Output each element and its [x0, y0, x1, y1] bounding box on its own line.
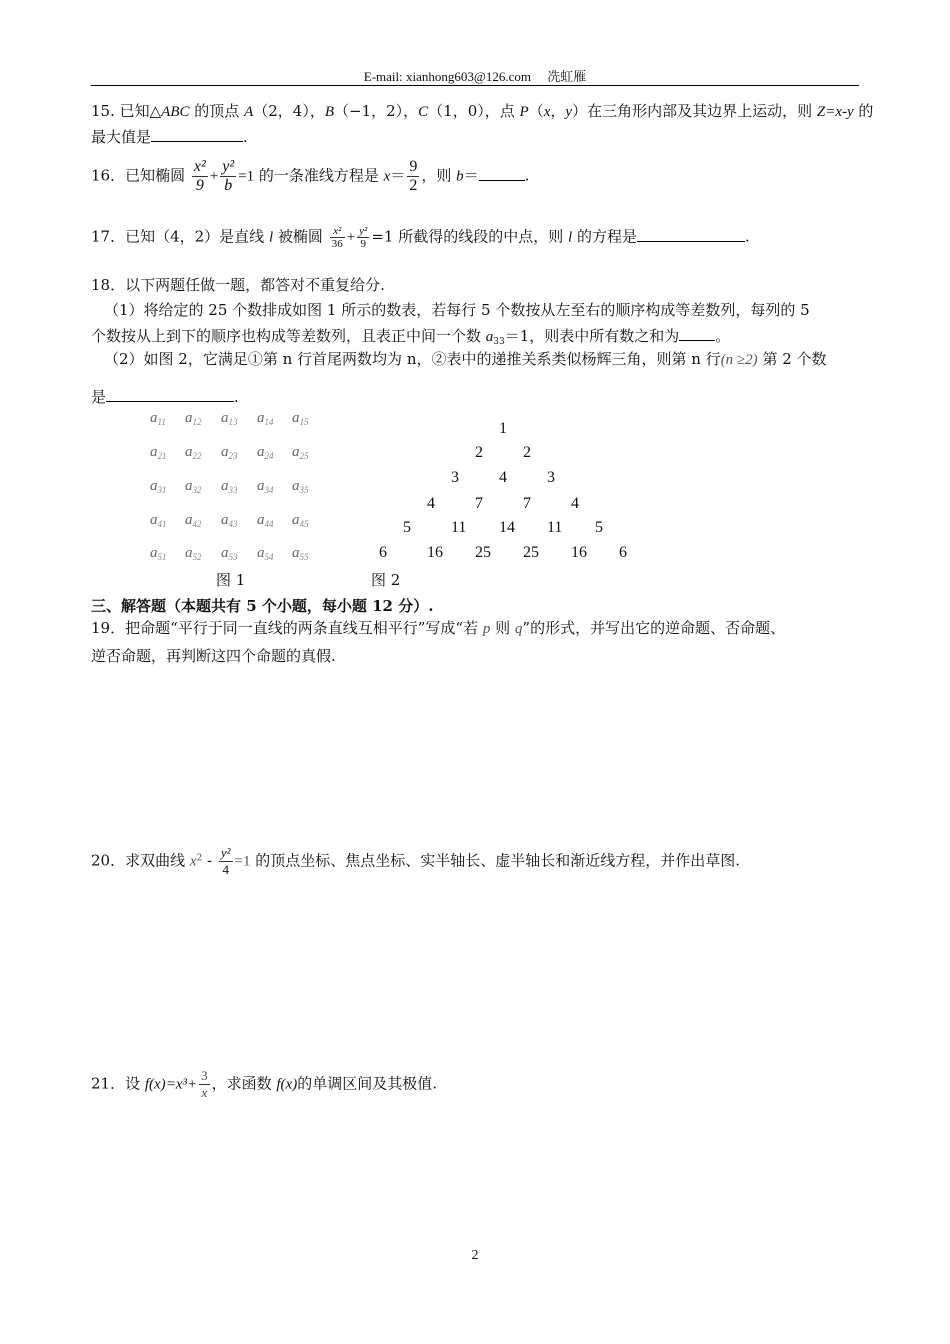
question-16 — [91, 158, 529, 195]
q16-eqsign: ＝ — [390, 166, 406, 185]
q17-text: . — [744, 227, 750, 246]
q16-text: . — [524, 166, 530, 185]
q15-text: ）在三角形内部及其边界上运动，则 — [572, 102, 817, 120]
matrix-entry-symbol: a — [185, 410, 193, 426]
q15-x: x — [543, 104, 551, 120]
q21-fraction-3-x: $\frac{3}{x}$ — [201, 1068, 208, 1100]
q16-eq: =1 — [238, 168, 255, 185]
matrix-entry-a45 — [292, 512, 309, 529]
question-21 — [91, 1068, 437, 1101]
q18-condition: (n ≥2) — [720, 352, 758, 368]
matrix-entry-a54 — [257, 545, 274, 562]
matrix-entry-symbol: a — [221, 444, 229, 460]
matrix-entry-symbol: a — [292, 410, 300, 426]
q15-text: 最大值是 — [91, 128, 152, 146]
q19-text: 则 — [490, 619, 515, 637]
matrix-entry-symbol: a — [292, 478, 300, 494]
triangle-entry-r3-c1: 3 — [451, 469, 459, 486]
q20-x: x — [189, 853, 197, 870]
matrix-entry-a32 — [185, 478, 202, 495]
triangle-entry-r2-c1: 2 — [475, 444, 483, 461]
triangle-entry-r5-c1: 5 — [403, 519, 411, 536]
question-18-part2-line1 — [104, 348, 827, 369]
matrix-entry-subscript: 42 — [192, 519, 202, 529]
answer-blank-17[interactable] — [637, 227, 745, 242]
matrix-entry-a31 — [150, 478, 167, 495]
q21-expression: =x³+ — [165, 1076, 198, 1093]
matrix-entry-a35 — [292, 478, 309, 495]
matrix-entry-subscript: 43 — [228, 519, 238, 529]
matrix-entry-symbol: a — [185, 478, 193, 494]
q15-abc: ABC — [161, 104, 190, 120]
q20-minus: - — [202, 851, 217, 870]
triangle-entry-r5-c3: 14 — [499, 519, 515, 536]
matrix-entry-a41 — [150, 512, 167, 529]
q17-l: l — [568, 229, 573, 246]
matrix-entry-subscript: 51 — [157, 552, 167, 562]
q18-text: 是 — [91, 388, 107, 406]
matrix-entry-a33 — [221, 478, 238, 495]
page-header: E-mail: xianhong603@126.com 冼虹雁 — [363, 69, 587, 84]
section-3-title: 三、解答题（本题共有 5 个小题，每小题 12 分）. — [91, 597, 434, 615]
question-17 — [91, 225, 750, 250]
q18-text: （2）如图 2，它满足①第 n 行首尾两数均为 n，②表中的递推关系类似杨辉三角，则第 n 行 — [104, 350, 721, 368]
answer-blank-18-2[interactable] — [106, 387, 234, 402]
q21-text: ，求函数 — [211, 1074, 277, 1093]
matrix-entry-a24 — [257, 444, 274, 461]
question-18-part1-line2 — [91, 325, 730, 347]
matrix-entry-a22 — [185, 444, 202, 461]
matrix-entry-a21 — [150, 444, 167, 461]
q16-fraction-x2-9: $\frac{\text{x²}}{9}$ — [193, 158, 206, 194]
matrix-entry-subscript: 13 — [228, 417, 238, 427]
q15-coord-a: （2，4）， — [253, 102, 325, 120]
q15-text: . — [243, 128, 248, 146]
triangle-entry-r1-c1: 1 — [499, 420, 507, 437]
triangle-entry-r4-c2: 7 — [475, 495, 483, 512]
question-15-line1 — [91, 100, 873, 121]
triangle-entry-r4-c4: 4 — [571, 495, 579, 512]
figure-2-caption: 图 2 — [371, 571, 401, 589]
q18-text: . — [234, 388, 239, 406]
matrix-entry-subscript: 52 — [192, 552, 202, 562]
q16-fraction-9-2: $\frac{9}{2}$ — [409, 158, 418, 194]
q15-text: 15. 已知△ — [91, 102, 162, 120]
q15-point-b: B — [324, 104, 334, 120]
matrix-entry-subscript: 15 — [299, 417, 309, 427]
matrix-entry-a42 — [185, 512, 202, 529]
matrix-entry-symbol: a — [221, 478, 229, 494]
q18-a33-sub: 33 — [493, 337, 505, 347]
q15-point-a: A — [244, 104, 254, 120]
matrix-entry-subscript: 32 — [192, 485, 202, 495]
matrix-entry-symbol: a — [221, 512, 229, 528]
matrix-entry-symbol: a — [257, 512, 265, 528]
matrix-entry-symbol: a — [185, 444, 193, 460]
q17-fraction-y2-9: $\frac{\text{y²}}{9}$ — [359, 225, 368, 250]
q19-p: p — [482, 621, 491, 637]
q16-fraction-y2-b: $\frac{\text{y²}}{b}$ — [222, 158, 235, 194]
matrix-entry-symbol: a — [150, 444, 158, 460]
triangle-entry-r3-c2: 4 — [499, 469, 507, 486]
matrix-entry-subscript: 54 — [264, 552, 274, 562]
matrix-entry-a44 — [257, 512, 274, 529]
triangle-entry-r6-c5: 16 — [571, 544, 587, 561]
matrix-entry-a11 — [150, 410, 166, 427]
question-18-part2-line2 — [91, 386, 239, 407]
q17-fraction-x2-36: $\frac{\text{x²}}{36}$ — [331, 225, 343, 250]
triangle-entry-r6-c4: 25 — [523, 544, 539, 561]
matrix-entry-a53 — [221, 545, 238, 562]
q15-objective: Z=x-y — [816, 104, 854, 120]
q15-text: 的顶点 — [189, 102, 245, 120]
matrix-entry-subscript: 24 — [264, 451, 274, 461]
matrix-entry-symbol: a — [292, 512, 300, 528]
matrix-entry-subscript: 45 — [299, 519, 309, 529]
q15-coord-b: （−1，2）， — [334, 102, 419, 120]
triangle-entry-r2-c2: 2 — [523, 444, 531, 461]
q19-q: q — [514, 621, 523, 637]
matrix-entry-a43 — [221, 512, 238, 529]
matrix-entry-symbol: a — [257, 444, 265, 460]
matrix-entry-symbol: a — [150, 512, 158, 528]
matrix-entry-subscript: 14 — [264, 417, 274, 427]
matrix-entry-a25 — [292, 444, 309, 461]
matrix-entry-symbol: a — [292, 545, 300, 561]
triangle-entry-r6-c2: 16 — [427, 544, 443, 561]
q21-text: 的单调区间及其极值. — [297, 1074, 437, 1093]
matrix-entry-symbol: a — [257, 478, 265, 494]
matrix-entry-symbol: a — [150, 478, 158, 494]
matrix-entry-subscript: 33 — [228, 485, 238, 495]
q17-text: 的方程是 — [572, 227, 637, 246]
matrix-entry-subscript: 22 — [192, 451, 202, 461]
triangle-entry-r5-c5: 5 — [595, 519, 603, 536]
matrix-entry-subscript: 44 — [264, 519, 274, 529]
answer-blank-15[interactable] — [151, 127, 243, 142]
header-rule — [91, 85, 859, 86]
matrix-entry-symbol: a — [292, 444, 300, 460]
q16-text: ，则 — [421, 166, 457, 185]
q20-text: 的顶点坐标、焦点坐标、实半轴长、虚半轴长和渐近线方程，并作出草图. — [250, 851, 741, 870]
q15-y: y — [565, 104, 573, 120]
matrix-entry-a15 — [292, 410, 309, 427]
q16-text: 的一条准线方程是 — [254, 166, 384, 185]
matrix-entry-a34 — [257, 478, 274, 495]
q15-point-p: P — [519, 104, 529, 120]
q16-text: ＝ — [463, 166, 479, 185]
q15-point-c: C — [418, 104, 429, 120]
q21-text: 21．设 — [91, 1074, 145, 1093]
answer-blank-16[interactable] — [479, 166, 525, 181]
matrix-entry-subscript: 25 — [299, 451, 309, 461]
q20-fraction-y2-4: $\frac{\text{y²}}{4}$ — [220, 845, 231, 877]
matrix-entry-a55 — [292, 545, 309, 562]
q18-text: 个数按从上到下的顺序也构成等差数列，且表正中间一个数 — [91, 327, 486, 345]
matrix-entry-symbol: a — [185, 545, 193, 561]
q16-x: x — [383, 168, 391, 185]
q20-eq: =1 — [234, 853, 251, 870]
question-20 — [91, 845, 740, 878]
q18-text: 第 2 个数 — [757, 350, 827, 368]
triangle-entry-r6-c3: 25 — [475, 544, 491, 561]
matrix-entry-symbol: a — [185, 512, 193, 528]
triangle-entry-r4-c1: 4 — [427, 495, 435, 512]
q19-text: ”的形式，并写出它的逆命题、否命题、 — [522, 619, 786, 637]
matrix-entry-subscript: 23 — [228, 451, 238, 461]
q15-text: 的 — [853, 102, 874, 120]
q16-text: 16．已知椭圆 — [91, 166, 186, 185]
q16-plus: + — [209, 168, 219, 185]
matrix-entry-subscript: 12 — [192, 417, 202, 427]
question-15-line2 — [91, 126, 248, 147]
q16-b: b — [456, 168, 464, 185]
q15-text: （ — [528, 102, 544, 120]
figure-1-caption: 图 1 — [216, 571, 246, 589]
q15-text: ， — [550, 102, 566, 120]
matrix-entry-subscript: 11 — [157, 417, 166, 427]
question-19-line1 — [91, 617, 785, 638]
answer-blank-18-1[interactable] — [679, 326, 715, 341]
q17-text: 被椭圆 — [273, 227, 323, 246]
matrix-entry-a51 — [150, 545, 167, 562]
matrix-entry-symbol: a — [221, 410, 229, 426]
q17-text: 17．已知（4，2）是直线 — [91, 227, 269, 246]
q20-text: 20．求双曲线 — [91, 851, 190, 870]
q18-a33: a — [485, 329, 494, 345]
q18-text: 。 — [715, 327, 731, 345]
matrix-entry-symbol: a — [257, 545, 265, 561]
question-18-intro: 18．以下两题任做一题，都答对不重复给分. — [91, 276, 385, 294]
page-number: 2 — [471, 1248, 479, 1263]
matrix-entry-a23 — [221, 444, 238, 461]
matrix-entry-symbol: a — [221, 545, 229, 561]
q17-text: =1 所截得的线段的中点，则 — [371, 227, 568, 246]
matrix-entry-subscript: 41 — [157, 519, 167, 529]
q21-fx: f(x) — [144, 1076, 166, 1093]
question-18-part1-line1: （1）将给定的 25 个数排成如图 1 所示的数表，若每行 5 个数按从左至右的顺序构成等差数列，每列的 5 — [104, 301, 810, 319]
matrix-entry-a12 — [185, 410, 202, 427]
matrix-entry-a13 — [221, 410, 238, 427]
triangle-entry-r4-c3: 7 — [523, 495, 531, 512]
triangle-entry-r6-c1: 6 — [379, 544, 387, 561]
triangle-entry-r5-c2: 11 — [451, 519, 467, 536]
question-19-line2: 逆否命题，再判断这四个命题的真假. — [91, 647, 336, 665]
matrix-entry-symbol: a — [150, 545, 158, 561]
q18-text: ＝1，则表中所有数之和为 — [504, 327, 680, 345]
q17-l: l — [268, 229, 274, 246]
triangle-entry-r3-c3: 3 — [547, 469, 555, 486]
matrix-entry-a52 — [185, 545, 202, 562]
matrix-entry-subscript: 55 — [299, 552, 309, 562]
matrix-entry-a14 — [257, 410, 274, 427]
q17-plus: + — [346, 229, 356, 246]
q15-coord-c: （1，0），点 — [428, 102, 520, 120]
triangle-entry-r6-c6: 6 — [619, 544, 627, 561]
matrix-entry-subscript: 53 — [228, 552, 238, 562]
triangle-entry-r5-c4: 11 — [547, 519, 563, 536]
matrix-entry-symbol: a — [257, 410, 265, 426]
matrix-entry-subscript: 21 — [157, 451, 167, 461]
matrix-entry-symbol: a — [150, 410, 158, 426]
matrix-entry-subscript: 34 — [264, 485, 274, 495]
q21-fx: f(x) — [276, 1076, 298, 1093]
q20-x-exponent: 2 — [196, 853, 203, 864]
q19-text: 19．把命题“平行于同一直线的两条直线互相平行”写成“若 — [91, 619, 483, 637]
matrix-entry-subscript: 35 — [299, 485, 309, 495]
matrix-entry-subscript: 31 — [157, 485, 167, 495]
